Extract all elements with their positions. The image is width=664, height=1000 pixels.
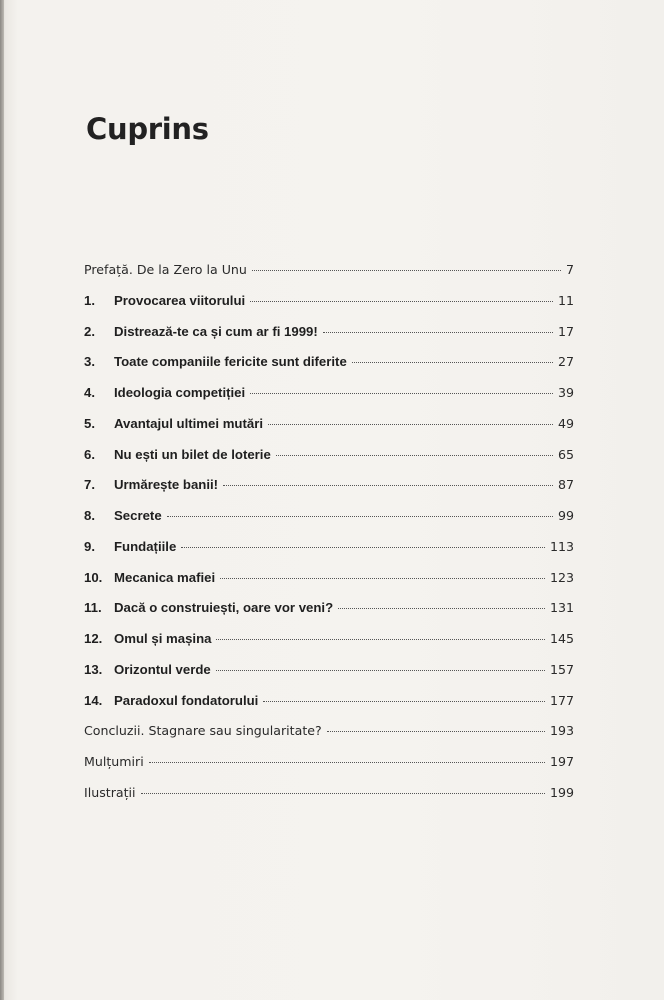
- dot-leader: [220, 578, 545, 579]
- dot-leader: [181, 547, 545, 548]
- toc-entry-label: Omul și mașina: [114, 631, 212, 646]
- toc-page-number: 131: [549, 600, 574, 616]
- toc-entry-chapter-8: [84, 508, 574, 539]
- toc-entry-label: Urmărește banii!: [114, 477, 219, 493]
- toc-chapter-number: 1.: [84, 292, 95, 308]
- dot-leader: [252, 270, 561, 271]
- toc-entry-label: Prefață. De la Zero la Unu: [84, 262, 247, 277]
- toc-chapter-number: 12.: [84, 631, 103, 646]
- toc-entry-chapter-7: [84, 477, 574, 508]
- toc-page-number: 11: [557, 292, 574, 308]
- toc-entry-chapter-3: [84, 354, 574, 385]
- toc-entry-label: Fundațiile: [114, 538, 177, 554]
- toc-page-number: 113: [549, 538, 574, 554]
- toc-page-number: 17: [557, 323, 574, 339]
- toc-chapter-number: 10.: [84, 569, 103, 585]
- toc-entry-chapter-2: [84, 324, 574, 355]
- toc-entry-chapter-12: [84, 631, 574, 662]
- dot-leader: [216, 670, 545, 671]
- toc-chapter-number: 2.: [84, 323, 95, 339]
- toc-entry-label: Ilustrații: [84, 784, 136, 800]
- dot-leader: [149, 762, 545, 763]
- toc-entry-chapter-1: [84, 293, 574, 324]
- page-title: Cuprins: [86, 112, 209, 146]
- toc-page-number: 65: [557, 446, 574, 462]
- toc-page-number: 39: [557, 385, 574, 400]
- toc-entry-chapter-4: [84, 385, 574, 416]
- toc-entry-label: Provocarea viitorului: [114, 292, 246, 308]
- toc-entry-chapter-5: [84, 416, 574, 447]
- toc-entry-label: Distrează-te ca și cum ar fi 1999!: [114, 323, 318, 339]
- toc-chapter-number: 4.: [84, 385, 95, 400]
- dot-leader: [250, 301, 553, 302]
- toc-page-number: 157: [549, 661, 574, 677]
- toc-entry-label: Secrete: [114, 508, 162, 523]
- toc-page-number: 199: [549, 784, 574, 800]
- dot-leader: [276, 455, 553, 456]
- toc-chapter-number: 11.: [84, 600, 102, 616]
- dot-leader: [167, 516, 553, 517]
- toc-entry-conclusions: [84, 723, 574, 754]
- toc-chapter-number: 7.: [84, 477, 95, 493]
- toc-page-number: 7: [565, 262, 574, 277]
- dot-leader: [327, 731, 545, 732]
- toc-chapter-number: 5.: [84, 415, 95, 431]
- toc-entry-label: Dacă o construiești, oare vor veni?: [114, 600, 334, 616]
- toc-entry-label: Avantajul ultimei mutări: [114, 415, 263, 431]
- dot-leader: [141, 793, 545, 794]
- dot-leader: [250, 393, 553, 394]
- dot-leader: [223, 485, 553, 486]
- toc-entry-label: Ideologia competiției: [114, 385, 246, 400]
- toc-page-number: 123: [549, 569, 574, 585]
- toc-page-number: 145: [549, 631, 574, 646]
- toc-entry-label: Paradoxul fondatorului: [114, 692, 259, 708]
- page-binding-edge: [0, 0, 4, 1000]
- toc-entry-chapter-9: [84, 539, 574, 570]
- toc-page-number: 197: [549, 754, 574, 769]
- toc-page-number: 177: [549, 692, 574, 708]
- toc-entry-illustrations: [84, 785, 574, 816]
- toc-entry-chapter-14: [84, 693, 574, 724]
- dot-leader: [216, 639, 544, 640]
- toc-chapter-number: 8.: [84, 508, 95, 523]
- toc-page-number: 27: [557, 354, 574, 370]
- toc-page-number: 87: [557, 477, 574, 493]
- toc-entry-acknowledgements: [84, 754, 574, 785]
- toc-page-number: 99: [557, 508, 574, 523]
- toc-chapter-number: 6.: [84, 446, 95, 462]
- toc-entry-label: Mulțumiri: [84, 754, 144, 769]
- toc-chapter-number: 3.: [84, 354, 95, 370]
- dot-leader: [352, 362, 553, 363]
- toc-page-number: 193: [549, 723, 574, 739]
- toc-entry-chapter-11: [84, 600, 574, 631]
- toc-entry-label: Concluzii. Stagnare sau singularitate?: [84, 723, 322, 739]
- dot-leader: [323, 332, 553, 333]
- toc-entry-chapter-6: [84, 447, 574, 478]
- dot-leader: [268, 424, 553, 425]
- toc-entry-label: Orizontul verde: [114, 661, 211, 677]
- table-of-contents: [84, 262, 574, 816]
- toc-entry-preface: [84, 262, 574, 293]
- toc-entry-label: Toate companiile fericite sunt diferite: [114, 354, 347, 370]
- toc-entry-label: Mecanica mafiei: [114, 569, 216, 585]
- toc-entry-chapter-10: [84, 570, 574, 601]
- toc-page-number: 49: [557, 415, 574, 431]
- dot-leader: [263, 701, 545, 702]
- toc-entry-chapter-13: [84, 662, 574, 693]
- toc-chapter-number: 14.: [84, 692, 103, 708]
- toc-chapter-number: 13.: [84, 661, 103, 677]
- toc-chapter-number: 9.: [84, 538, 95, 554]
- dot-leader: [338, 608, 545, 609]
- toc-entry-label: Nu ești un bilet de loterie: [114, 446, 271, 462]
